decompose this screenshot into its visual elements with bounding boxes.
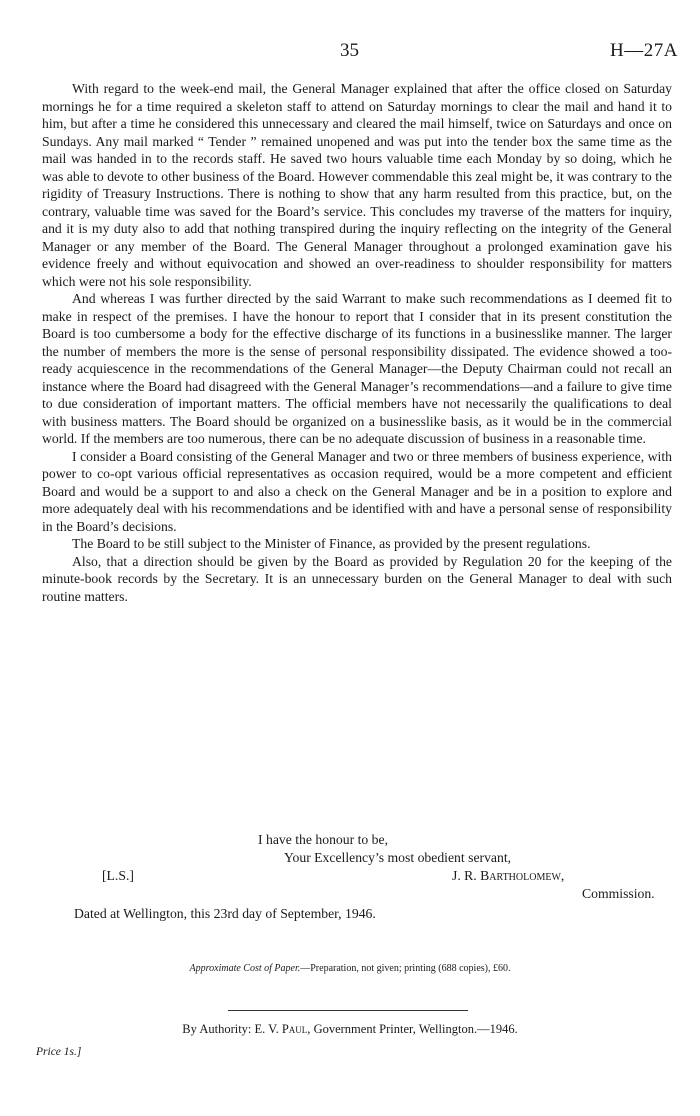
dated-line: Dated at Wellington, this 23rd day of September, 1946. bbox=[74, 906, 376, 921]
footnote-text: —Preparation, not given; printing (688 copies), £60. bbox=[300, 963, 511, 974]
printer-imprint bbox=[0, 1022, 700, 1037]
closing-honour: I have the honour to be, bbox=[258, 832, 388, 847]
document-reference: H—27A bbox=[610, 40, 678, 61]
divider-rule bbox=[228, 1010, 468, 1011]
signatory-initials: J. R. bbox=[452, 868, 477, 883]
footnote-label: Approximate Cost of Paper. bbox=[189, 963, 301, 974]
report-body bbox=[42, 80, 672, 605]
imprint-suffix: Government Printer, Wellington.—1946. bbox=[313, 1022, 518, 1036]
signatory-title: Commission. bbox=[582, 886, 655, 901]
signatory-surname: Bartholomew, bbox=[480, 868, 565, 883]
paragraph-week-end-mail: With regard to the week-end mail, the General Manager explained that after the office closed on Saturday mornings he for a time required a skeleton staff to attend on Saturday mornings to clear the mail and hand it to him, but after a time he considered this unnecessary and cleared the mail himself, twice on Saturdays and once on Sundays. Any mail marked “ Tender ” remained unopened and was put into the tender box the same time as the mail was handed in to the records staff. He saved two hours valuable time each Monday by so doing, which he was able to devote to other business of the Board. However commendable this zeal might be, it was contrary to the rigidity of Treasury Instructions. There is nothing to show that any harm resulted from this practice, but, on the contrary, valuable time was saved for the Board’s service. This concludes my traverse of the matters for inquiry, and it is my duty also to add that nothing transpired during the inquiry reflecting on the integrity of the General Manager or any member of the Board. The General Manager throughout a prolonged examination gave his evidence freely and without equivocation and showed an over-readiness to shoulder responsibility for matters which were not his sole responsibility. bbox=[42, 81, 672, 289]
paragraph-board-composition: I consider a Board consisting of the General Manager and two or three members of business experience, with power to co-opt various official representatives as occasion required, would be a more competent and efficient Board and would be a support to and also a check on the General Manager and be in a position to explore and more adequately deal with his recommendations and be identified with and have a personal sense of responsibility in the Board’s decisions. bbox=[42, 448, 672, 534]
signatory-name bbox=[452, 868, 564, 884]
cost-footnote bbox=[0, 963, 700, 974]
imprint-prefix: By Authority: E. V. bbox=[182, 1022, 279, 1036]
price-note: Price 1s.] bbox=[36, 1046, 82, 1058]
printer-name: Paul, bbox=[281, 1022, 311, 1036]
page-number: 35 bbox=[340, 40, 359, 61]
paragraph-minister-of-finance: The Board to be still subject to the Minister of Finance, as provided by the present regulations. bbox=[72, 536, 591, 551]
paragraph-minute-book: Also, that a direction should be given by the Board as provided by Regulation 20 for the keeping of the minute-book records by the Secretary. It is an unnecessary burden on the General Manager to deal with such routine matters. bbox=[42, 553, 672, 604]
seal-mark: [L.S.] bbox=[102, 868, 134, 883]
page-header bbox=[0, 40, 700, 64]
paragraph-recommendations: And whereas I was further directed by the said Warrant to make such recommendations as I deemed fit to make in respect of the premises. I have the honour to report that I consider that in its present constitution the Board is too cumbersome a body for the effective discharge of its functions in a businesslike manner. The larger the number of members the more is the sense of personal responsibility dissipated. The evidence showed a too-ready acquiescence in the recommendations of the General Manager—the Deputy Chairman could not recall an instance where the Board had disagreed with the General Manager’s recommendations—and a failure to give time to due consideration of important matters. The official members have not necessarily the qualifications to deal with business matters. The Board should be organized on a businesslike basis, as it would be in the commercial world. If the members are too numerous, there can be no adequate discussion of business in a reasonable time. bbox=[42, 291, 672, 446]
closing-servant: Your Excellency’s most obedient servant, bbox=[284, 850, 512, 865]
